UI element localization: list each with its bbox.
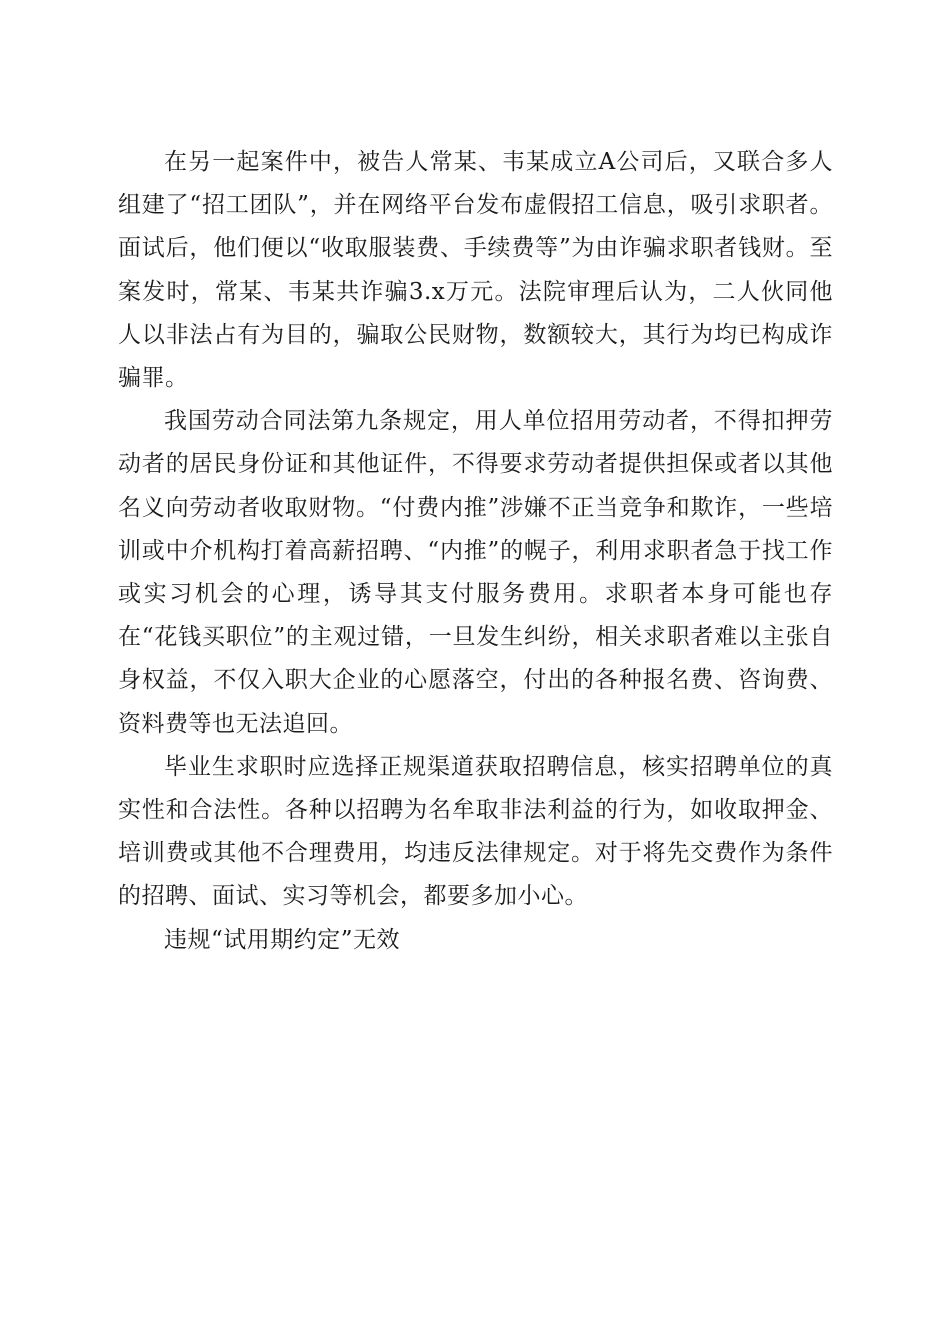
paragraph-labor-law: 我国劳动合同法第九条规定，用人单位招用劳动者，不得扣押劳动者的居民身份证和其他证件，不得要求劳动者提供担保或者以其他名义向劳动者收取财物。“付费内推”涉嫌不正当竞争和欺诈，一些培训或中介机构打着高薪招聘、“内推”的幌子，利用求职者急于找工作或实习机会的心理，诱导其支付服务费用。求职者本身可能也存在“花钱买职位”的主观过错，一旦发生纠纷，相关求职者难以主张自身权益，不仅入职大企业的心愿落空，付出的各种报名费、咨询费、资料费等也无法追回。	[118, 408, 833, 737]
paragraph-graduate-advice: 毕业生求职时应选择正规渠道获取招聘信息，核实招聘单位的真实性和合法性。各种以招聘为名牟取非法利益的行为，如收取押金、培训费或其他不合理费用，均违反法律规定。对于将先交费作为条件的招聘、面试、实习等机会，都要多加小心。	[118, 753, 833, 910]
paragraph-case-description: 在另一起案件中，被告人常某、韦某成立A公司后，又联合多人组建了“招工团队”，并在网络平台发布虚假招工信息，吸引求职者。面试后，他们便以“收取服装费、手续费等”为由诈骗求职者钱财。至案发时，常某、韦某共诈骗3.x万元。法院审理后认为，二人伙同他人以非法占有为目的，骗取公民财物，数额较大，其行为均已构成诈骗罪。	[118, 149, 833, 392]
section-heading-probation: 违规“试用期约定”无效	[164, 926, 401, 953]
document-body	[118, 141, 833, 962]
